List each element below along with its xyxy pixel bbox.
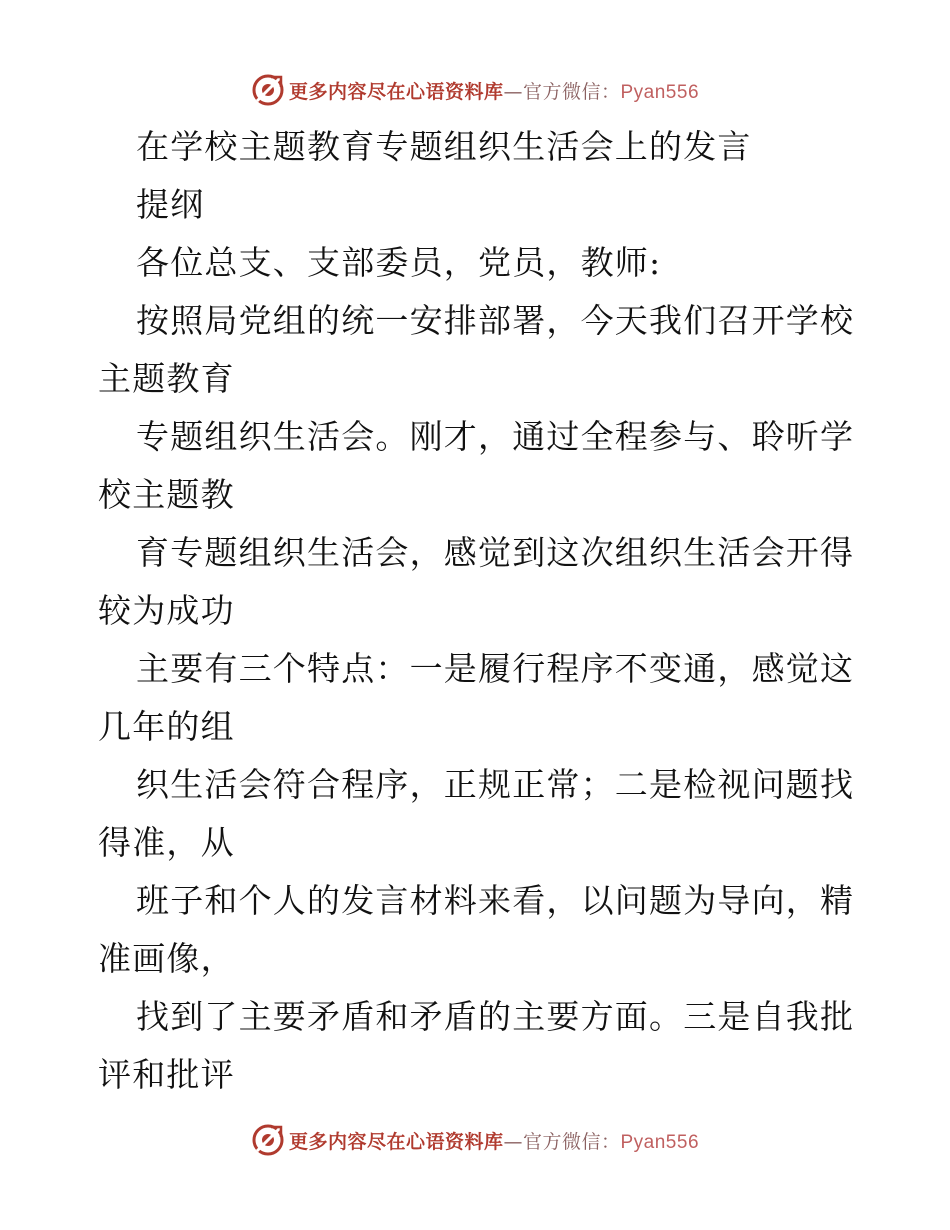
document-line: 主题教育 (98, 359, 235, 398)
document-line: 织生活会符合程序，正规正常；二是检视问题找 (136, 765, 855, 804)
watermark-logo-icon (251, 73, 285, 107)
watermark-dash: — (503, 80, 523, 103)
watermark-wechat-label: 官方微信： (522, 80, 621, 103)
watermark-wechat-id: Pyan556 (620, 1131, 700, 1153)
header-watermark (0, 70, 950, 110)
document-line: 在学校主题教育专题组织生活会上的发言 (136, 127, 752, 166)
watermark-text (289, 1127, 699, 1154)
document-line: 专题组织生活会。刚才，通过全程参与、聆听学 (136, 417, 855, 456)
document-line: 校主题教 (98, 475, 235, 514)
watermark-text (289, 77, 699, 104)
footer-watermark (0, 1120, 950, 1160)
document-line: 评和批评 (98, 1055, 235, 1094)
document-line: 按照局党组的统一安排部署，今天我们召开学校 (136, 301, 855, 340)
watermark-logo-icon (251, 1123, 285, 1157)
document-line: 较为成功 (98, 591, 235, 630)
document-line: 提纲 (136, 185, 205, 224)
document-line: 准画像， (98, 939, 235, 978)
document-line: 班子和个人的发言材料来看，以问题为导向，精 (136, 881, 855, 920)
watermark-wechat-id: Pyan556 (620, 81, 700, 103)
watermark-site-name: 更多内容尽在心语资料库 (288, 1130, 504, 1153)
document-body (98, 118, 858, 1104)
document-line: 各位总支、支部委员，党员，教师: (136, 243, 662, 282)
watermark-site-name: 更多内容尽在心语资料库 (288, 80, 504, 103)
watermark-wechat-label: 官方微信： (522, 1130, 621, 1153)
document-line: 找到了主要矛盾和矛盾的主要方面。三是自我批 (136, 997, 855, 1036)
watermark-dash: — (503, 1130, 523, 1153)
document-line: 几年的组 (98, 707, 235, 746)
document-line: 育专题组织生活会，感觉到这次组织生活会开得 (136, 533, 855, 572)
document-line: 得准，从 (98, 823, 235, 862)
document-line: 主要有三个特点：一是履行程序不变通，感觉这 (136, 649, 855, 688)
